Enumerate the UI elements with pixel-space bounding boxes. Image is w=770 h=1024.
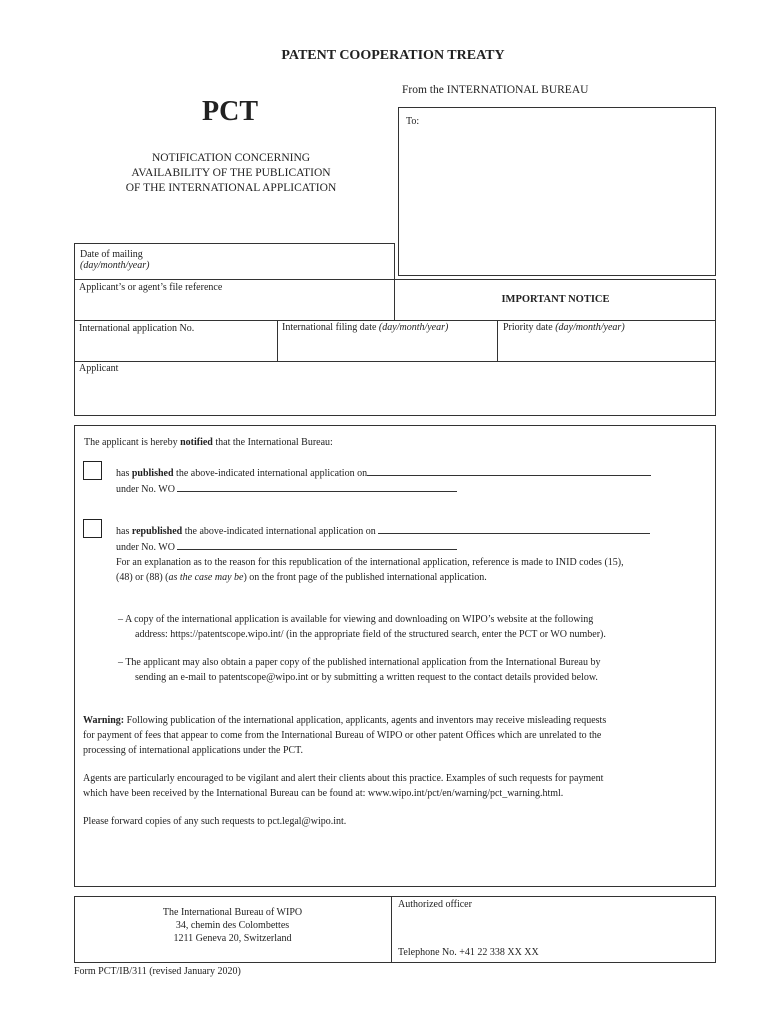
opt2-under: under No. WO	[116, 542, 175, 553]
published-wo-blank[interactable]	[177, 481, 457, 492]
divider	[391, 896, 392, 963]
republished-date-blank[interactable]	[378, 523, 650, 534]
intl-filing-date-label	[282, 322, 448, 333]
republished-checkbox[interactable]	[83, 519, 102, 538]
published-option	[116, 465, 651, 497]
divider	[497, 320, 498, 361]
date-of-mailing-label: Date of mailing	[80, 249, 143, 260]
agents-line: Agents are particularly encouraged to be vigilant and alert their clients about this practice. Examples of such requests for payment	[83, 773, 604, 784]
intro-text	[84, 437, 333, 448]
published-line	[116, 465, 651, 481]
intl-filing-date-text: International filing date	[282, 322, 377, 333]
date-of-mailing-format: (day/month/year)	[80, 260, 150, 271]
file-reference-label: Applicant’s or agent’s file reference	[79, 282, 223, 293]
applicant-label: Applicant	[79, 363, 119, 374]
opt1-bold: published	[131, 468, 174, 479]
notification-title	[75, 151, 387, 196]
opt2-post: the above-indicated international application on	[182, 526, 376, 537]
explain-italic: as the case may be	[168, 572, 244, 583]
notification-title-line: NOTIFICATION CONCERNING	[151, 152, 311, 164]
intro-bold: notified	[180, 437, 213, 448]
explain-post: ) on the front page of the published international application.	[243, 572, 487, 583]
opt1-post: the above-indicated international application on	[173, 468, 368, 479]
republished-wo-line	[116, 539, 650, 555]
form-id: Form PCT/IB/311 (revised January 2020)	[74, 966, 241, 977]
date-of-mailing-box	[74, 243, 395, 280]
address-line: The International Bureau of WIPO	[162, 907, 303, 918]
telephone-number: Telephone No. +41 22 338 XX XX	[398, 947, 539, 958]
warning-paragraph	[83, 713, 606, 758]
explain-pre: (48) or (88) (	[116, 572, 169, 583]
opt1-pre: has	[116, 468, 132, 479]
bullet-line: address: https://patentscope.wipo.int/ (in the appropriate field of the structured search, enter the PCT or WO number).	[135, 629, 606, 640]
published-checkbox[interactable]	[83, 461, 102, 480]
bullet-line: sending an e-mail to patentscope@wipo.int or by submitting a written request to the contact details provided below.	[135, 672, 598, 683]
authorized-officer-label: Authorized officer	[398, 899, 472, 910]
explanation-line: For an explanation as to the reason for this republication of the international application, reference is made to INID codes (15),	[116, 557, 624, 568]
intro-post: that the International Bureau:	[212, 437, 333, 448]
to-address-box	[398, 107, 716, 276]
priority-date-text: Priority date	[503, 322, 553, 333]
opt2-bold: republished	[131, 526, 183, 537]
to-label: To:	[406, 116, 420, 127]
intro-pre: The applicant is hereby	[84, 437, 181, 448]
important-notice: IMPORTANT NOTICE	[501, 294, 610, 305]
divider	[74, 361, 716, 362]
warning-text: Following publication of the international application, applicants, agents and inventors may receive misleading requests	[124, 715, 607, 726]
opt2-pre: has	[116, 526, 132, 537]
notification-title-line: OF THE INTERNATIONAL APPLICATION	[125, 182, 337, 194]
divider	[74, 320, 716, 321]
opt1-under: under No. WO	[116, 484, 175, 495]
address-line: 34, chemin des Colombettes	[175, 920, 290, 931]
from-international-bureau: From the INTERNATIONAL BUREAU	[402, 84, 589, 96]
warning-bold: Warning:	[83, 715, 125, 726]
warning-line: for payment of fees that appear to come from the International Bureau of WIPO or other patent Offices which are unrelated to the	[83, 730, 602, 741]
warning-line	[83, 713, 606, 728]
intl-app-no-label: International application No.	[79, 323, 195, 334]
paper-copy-bullet	[118, 655, 600, 685]
notification-title-line: AVAILABILITY OF THE PUBLICATION	[131, 167, 331, 179]
treaty-title: PATENT COOPERATION TREATY	[281, 48, 505, 63]
republished-wo-blank[interactable]	[177, 539, 457, 550]
intl-filing-date-format: (day/month/year)	[378, 322, 449, 333]
agents-line: which have been received by the International Bureau can be found at: www.wipo.int/pct/en/warning/pct_warning.html.	[83, 788, 564, 799]
patentscope-bullet	[118, 612, 606, 642]
priority-date-label	[503, 322, 625, 333]
published-wo-line	[116, 481, 651, 497]
pct-heading: PCT	[202, 96, 258, 127]
agents-paragraph	[83, 771, 603, 801]
published-date-blank[interactable]	[367, 465, 651, 476]
bullet-line: – The applicant may also obtain a paper copy of the published international application from the International Bureau by	[118, 657, 601, 668]
bullet-line: – A copy of the international application is available for viewing and downloading on WIPO’s website at the following	[118, 614, 594, 625]
forward-paragraph: Please forward copies of any such requests to pct.legal@wipo.int.	[83, 816, 347, 827]
warning-line: processing of international applications under the PCT.	[83, 745, 304, 756]
explanation-line	[116, 570, 650, 585]
priority-date-format: (day/month/year)	[555, 322, 625, 333]
republished-option	[116, 523, 650, 585]
wipo-address	[74, 906, 391, 945]
divider	[277, 320, 278, 361]
address-line: 1211 Geneva 20, Switzerland	[173, 933, 292, 944]
republished-line	[116, 523, 650, 539]
